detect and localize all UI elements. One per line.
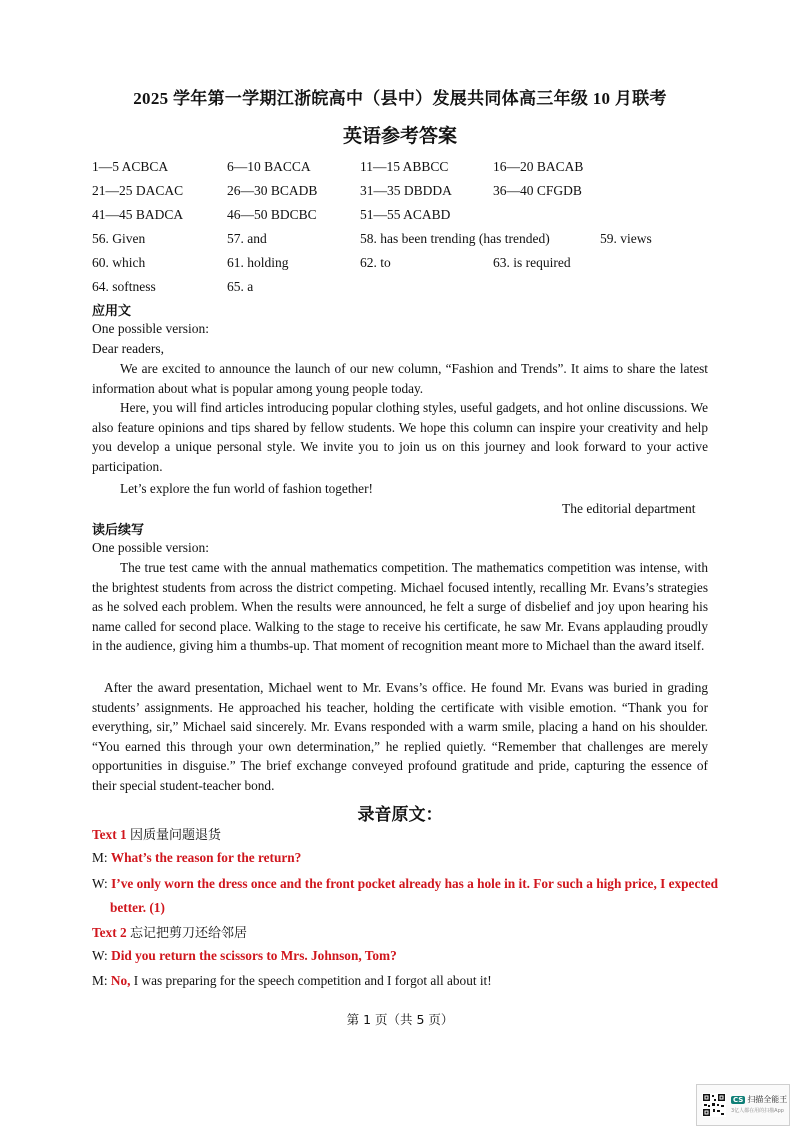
answer-item: 60. which — [92, 255, 146, 270]
answer-item: 16—20 BACAB — [493, 159, 584, 174]
answer-item: 31—35 DBDDA — [360, 183, 452, 198]
letter-greeting: Dear readers, — [92, 341, 164, 356]
letter-paragraph: Let’s explore the fun world of fashion together! — [120, 481, 373, 496]
transcript-text-header — [92, 824, 712, 846]
answer-item: 56. Given — [92, 231, 146, 246]
scanner-tagline: 3亿人都在用的扫描App — [731, 1107, 784, 1114]
answer-key-grid — [92, 159, 712, 303]
answer-item: 64. softness — [92, 279, 156, 294]
answer-item: 6—10 BACCA — [227, 159, 311, 174]
answer-item: 59. views — [600, 231, 652, 246]
page-footer: 第 1 页（共 5 页） — [346, 1012, 454, 1027]
answer-item: 1—5 ACBCA — [92, 159, 169, 174]
text-label: Text 2 — [92, 925, 127, 940]
answer-row — [92, 279, 712, 303]
answer-item: 65. a — [227, 279, 254, 294]
answer-item: 21—25 DACAC — [92, 183, 184, 198]
speaker-label: M: — [92, 973, 108, 988]
section-heading-continuation-writing: 读后续写 — [92, 523, 145, 538]
transcript-line — [92, 970, 712, 991]
answer-item: 62. to — [360, 255, 391, 270]
speaker-label: W: — [92, 948, 108, 963]
answer-item: 63. is required — [493, 255, 571, 270]
answer-item: 51—55 ACABD — [360, 207, 451, 222]
answer-row — [92, 207, 712, 231]
letter-paragraph: Here, you will find articles introducing popular clothing styles, useful gadgets, and hot online discussions. We also feature opinions and tips shared by fellow students. We hope this column can inspire your creativity and help you develop a unique personal style. We invite you to join us on this journey and look forward to your active participation. — [92, 400, 708, 474]
story-paragraph: After the award presentation, Michael went to Mr. Evans’s office. He found Mr. Evans was buried in grading students’ assignments. He approached his teacher, holding the certificate with visible emotion. “Thank you for everything, sir,” Michael said sincerely. Mr. Evans responded with a warm smile, placing a hand on his shoulder. “You earned this through your own determination,” he replied quietly. “Remember that challenges are merely opportunities in disguise.” The brief exchange conveyed profound gratitude and pride, capturing the essence of their special student-teacher bond. — [92, 680, 708, 793]
spoken-highlight: No, — [110, 973, 131, 988]
text-topic: 因质量问题退货 — [129, 828, 221, 843]
answer-item: 61. holding — [227, 255, 289, 270]
letter-paragraph: We are excited to announce the launch of our new column, “Fashion and Trends”. It aims to share the latest information about what is popular among young people today. — [92, 361, 708, 396]
text-label: Text 1 — [92, 827, 127, 842]
document-title: 2025 学年第一学期江浙皖高中（县中）发展共同体高三年级 10 月联考 — [133, 89, 667, 108]
spoken-line: I’ve only worn the dress once and the front pocket already has a hole in it. For such a high price, I expected better. (1) — [110, 876, 719, 915]
answer-item: 26—30 BCADB — [227, 183, 318, 198]
scanner-watermark — [696, 1084, 790, 1126]
answer-row — [92, 255, 712, 279]
letter-signature: The editorial department — [562, 501, 696, 516]
answer-item: 36—40 CFGDB — [493, 183, 582, 198]
scanner-badge-icon: CS — [733, 1095, 744, 1104]
answer-item: 58. has been trending (has trended) — [360, 231, 550, 246]
qr-code-icon — [702, 1093, 726, 1117]
version-label: One possible version: — [92, 321, 209, 336]
answer-row — [92, 183, 712, 207]
version-label: One possible version: — [92, 540, 209, 555]
document-subtitle: 英语参考答案 — [342, 126, 457, 147]
transcript-line — [92, 872, 730, 920]
answer-row — [92, 159, 712, 183]
transcript-line — [92, 945, 712, 966]
answer-row — [92, 231, 712, 255]
text-topic: 忘记把剪刀还给邻居 — [129, 926, 247, 941]
answer-item: 57. and — [227, 231, 267, 246]
spoken-line: I was preparing for the speech competition and I forgot all about it! — [130, 973, 492, 988]
transcript-text-header — [92, 922, 712, 944]
spoken-line: Did you return the scissors to Mrs. Johnson, Tom? — [111, 948, 397, 963]
answer-item: 41—45 BADCA — [92, 207, 184, 222]
spoken-line: What’s the reason for the return? — [110, 850, 302, 865]
answer-item: 46—50 BDCBC — [227, 207, 317, 222]
speaker-label: W: — [92, 876, 108, 891]
speaker-label: M: — [92, 850, 108, 865]
answer-item: 11—15 ABBCC — [360, 159, 449, 174]
transcript-heading: 录音原文： — [357, 805, 443, 825]
section-heading-practical-writing: 应用文 — [92, 304, 132, 319]
transcript-line — [92, 847, 712, 868]
scanner-logo-text: 扫描全能王 — [747, 1094, 788, 1104]
story-paragraph: The true test came with the annual mathematics competition. The mathematics competition was intense, with the brightest students from across the district competing. Michael focused intently, recalling Mr. Evans’s strategies as he solved each problem. When the results were announced, he felt a surge of disbelief and joy upon hearing his name called for second place. Walking to the stage to receive his certificate, he saw Mr. Evans applauding proudly in the audience, giving him a thumbs-up. That moment of recognition meant more to Michael than the award itself. — [92, 560, 708, 654]
